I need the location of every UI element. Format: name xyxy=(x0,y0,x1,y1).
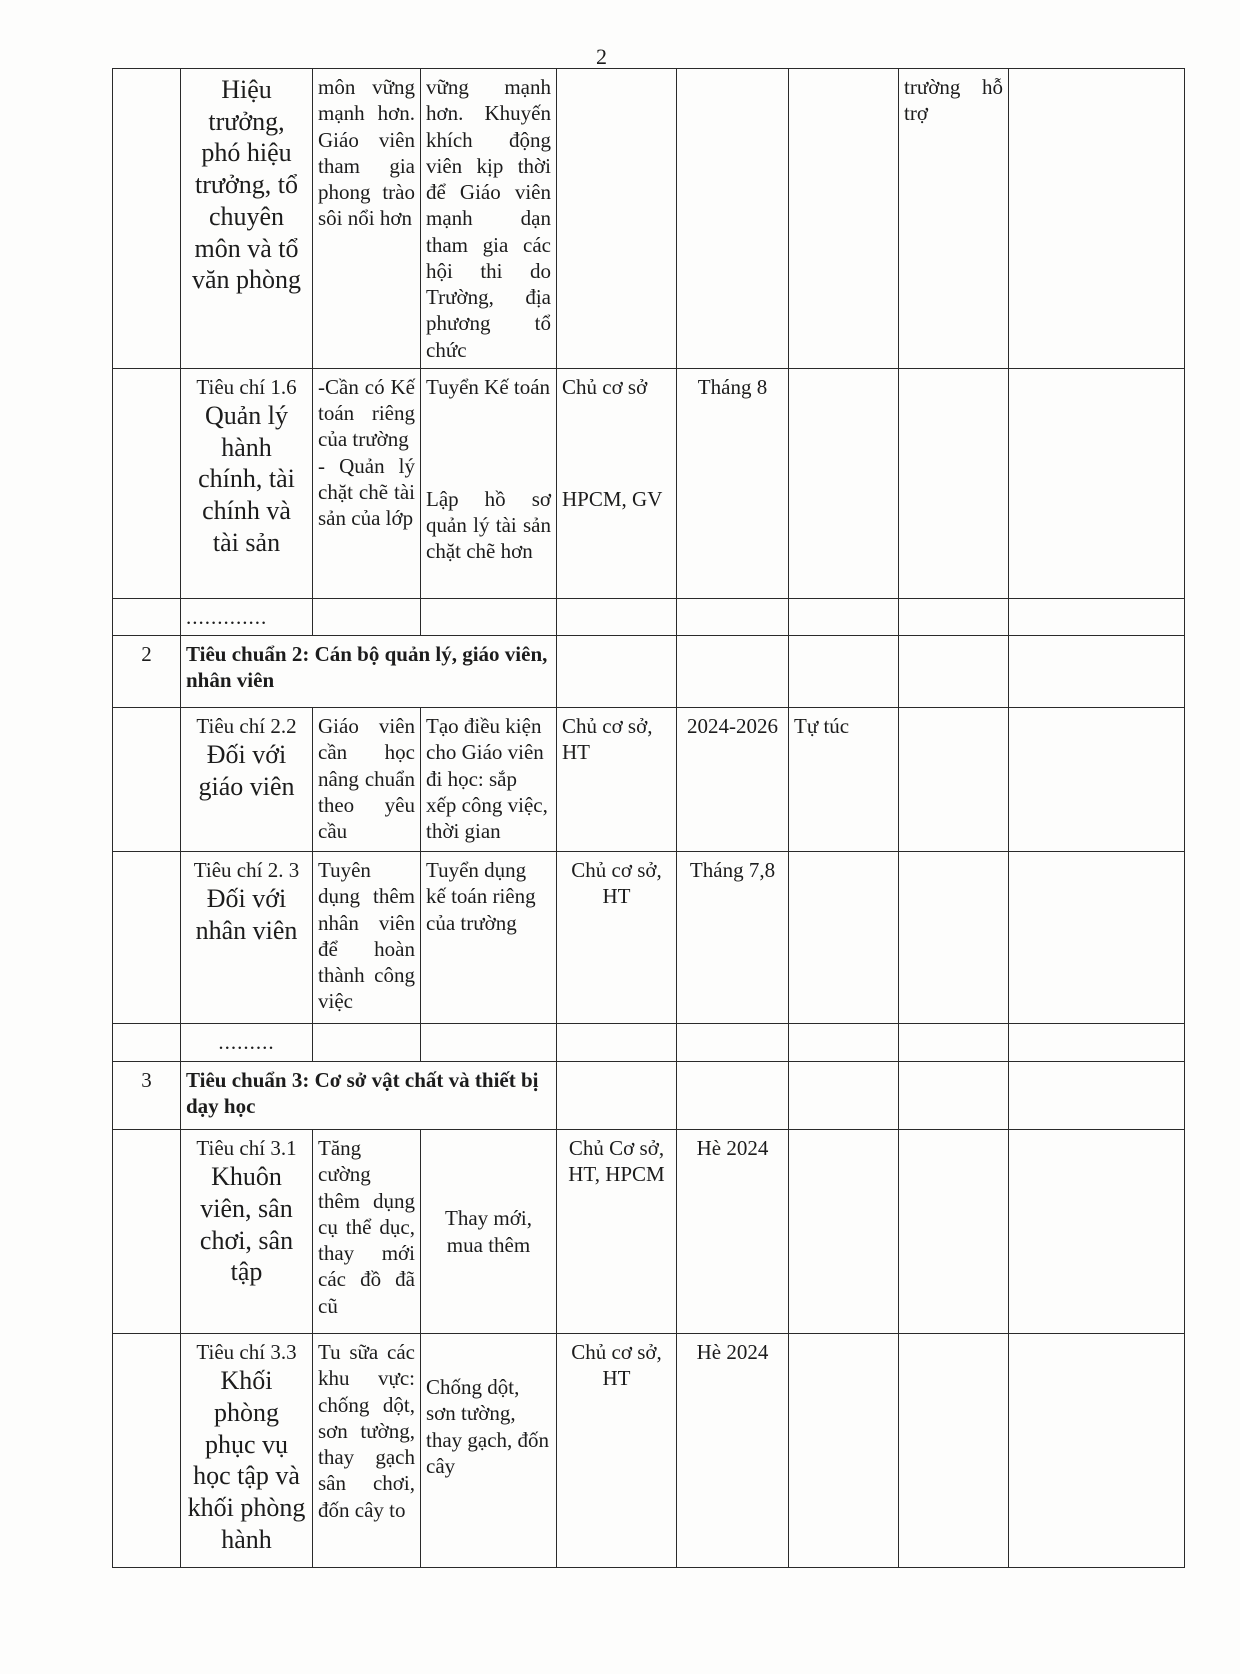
improvement-plan-table xyxy=(112,68,1185,1568)
cell-criterion xyxy=(181,852,313,1024)
cell-responsible xyxy=(557,636,677,708)
criterion-name: Khuôn viên, sân chơi, sân tập xyxy=(199,1162,294,1287)
cell-note xyxy=(1009,1130,1185,1334)
cell-time xyxy=(677,636,789,708)
cell-time: Tháng 7,8 xyxy=(677,852,789,1024)
cell-note xyxy=(1009,636,1185,708)
cell-criterion xyxy=(181,1334,313,1568)
criterion-name: Đối với giáo viên xyxy=(198,740,295,801)
standard-title: Tiêu chuẩn 3: Cơ sở vật chất và thiết bị dạy học xyxy=(181,1062,557,1130)
cell-responsible: Chủ cơ sở, HT xyxy=(557,708,677,852)
table-row xyxy=(113,708,1185,852)
cell-funding xyxy=(789,1062,899,1130)
cell-time: Hè 2024 xyxy=(677,1130,789,1334)
standard-title: Tiêu chuẩn 2: Cán bộ quản lý, giáo viên, nhân viên xyxy=(181,636,557,708)
cell-funding xyxy=(789,852,899,1024)
cell-note xyxy=(1009,69,1185,369)
criterion-name: Quản lý hành chính, tài chính và tài sản xyxy=(198,401,295,557)
cell-support xyxy=(899,1024,1009,1062)
cell-time: Tháng 8 xyxy=(677,368,789,598)
cell-criterion xyxy=(181,708,313,852)
criterion-code: Tiêu chí 1.6 xyxy=(196,374,297,399)
need-item: - Quản lý chặt chẽ tài sản của lớp xyxy=(318,453,415,530)
cell-time: Hè 2024 xyxy=(677,1334,789,1568)
table-row xyxy=(113,598,1185,635)
cell-need: Giáo viên cần học nâng chuẩn theo yêu cầu xyxy=(313,708,421,852)
cell-no xyxy=(113,598,181,635)
cell-support xyxy=(899,852,1009,1024)
cell-no xyxy=(113,368,181,598)
cell-action xyxy=(421,598,557,635)
cell-support xyxy=(899,708,1009,852)
criterion-name: Khối phòng phục vụ học tập và khối phòng hành xyxy=(187,1366,306,1554)
cell-need xyxy=(313,368,421,598)
cell-no xyxy=(113,69,181,369)
cell-action: Chống dột, sơn tường, thay gạch, đốn cây xyxy=(421,1334,557,1568)
cell-funding xyxy=(789,1024,899,1062)
table-row xyxy=(113,69,1185,369)
cell-no: 2 xyxy=(113,636,181,708)
cell-funding xyxy=(789,1334,899,1568)
cell-criterion xyxy=(181,1130,313,1334)
criterion-code: Tiêu chí 3.3 xyxy=(196,1340,297,1364)
cell-no xyxy=(113,1130,181,1334)
cell-action: Thay mới, mua thêm xyxy=(421,1130,557,1334)
cell-criterion xyxy=(181,69,313,369)
page-number: 2 xyxy=(596,44,607,69)
cell-note xyxy=(1009,368,1185,598)
cell-funding: Tự túc xyxy=(789,708,899,852)
criterion-code: Tiêu chí 3.1 xyxy=(196,1136,297,1160)
cell-note xyxy=(1009,1024,1185,1062)
table-row xyxy=(113,1062,1185,1130)
cell-need: môn vững mạnh hơn. Giáo viên tham gia phong trào sôi nổi hơn xyxy=(313,69,421,369)
cell-need xyxy=(313,1024,421,1062)
cell-responsible xyxy=(557,1024,677,1062)
cell-responsible: Chủ Cơ sở, HT, HPCM xyxy=(557,1130,677,1334)
cell-note xyxy=(1009,598,1185,635)
action-item: Tuyển Kế toán xyxy=(426,374,551,399)
cell-responsible xyxy=(557,598,677,635)
cell-funding xyxy=(789,368,899,598)
cell-need xyxy=(313,598,421,635)
cell-action xyxy=(421,1024,557,1062)
criterion-name: Hiệu trưởng, phó hiệu trưởng, tổ chuyên môn và tổ văn phòng xyxy=(191,75,302,295)
cell-support xyxy=(899,368,1009,598)
table-row xyxy=(113,1334,1185,1568)
cell-funding xyxy=(789,598,899,635)
cell-support xyxy=(899,598,1009,635)
cell-action: Tạo điều kiện cho Giáo viên đi học: sắp xếp công việc, thời gian xyxy=(421,708,557,852)
cell-time xyxy=(677,598,789,635)
cell-support xyxy=(899,1130,1009,1334)
cell-dots: ............. xyxy=(181,598,313,635)
cell-support xyxy=(899,636,1009,708)
action-item: Lập hồ sơ quản lý tài sản chặt chẽ hơn xyxy=(426,486,551,564)
cell-dots: ......... xyxy=(181,1024,313,1062)
cell-responsible xyxy=(557,1062,677,1130)
cell-funding xyxy=(789,636,899,708)
cell-time xyxy=(677,1024,789,1062)
cell-action: vững mạnh hơn. Khuyến khích động viên kịp thời để Giáo viên mạnh dạn tham gia các hội thi do Trường, địa phương tổ chức xyxy=(421,69,557,369)
cell-criterion xyxy=(181,368,313,598)
responsible-item: HPCM, GV xyxy=(562,486,663,511)
cell-no xyxy=(113,852,181,1024)
cell-need: Tuyên dụng thêm nhân viên để hoàn thành công việc xyxy=(313,852,421,1024)
responsible-item: Chủ cơ sở xyxy=(562,374,648,399)
cell-funding xyxy=(789,1130,899,1334)
cell-need: Tăng cường thêm dụng cụ thể dục, thay mới các đồ đã cũ xyxy=(313,1130,421,1334)
cell-time xyxy=(677,69,789,369)
cell-action: Tuyển dụng kế toán riêng của trường xyxy=(421,852,557,1024)
criterion-name: Đối với nhân viên xyxy=(195,884,298,945)
cell-time: 2024-2026 xyxy=(677,708,789,852)
table-row xyxy=(113,1130,1185,1334)
cell-responsible: Chủ cơ sở, HT xyxy=(557,1334,677,1568)
table-row xyxy=(113,1024,1185,1062)
cell-support xyxy=(899,1334,1009,1568)
need-item: -Cần có Kế toán riêng của trường xyxy=(318,374,415,452)
cell-note xyxy=(1009,708,1185,852)
cell-time xyxy=(677,1062,789,1130)
criterion-code: Tiêu chí 2.2 xyxy=(196,714,297,738)
cell-note xyxy=(1009,852,1185,1024)
criterion-code: Tiêu chí 2. 3 xyxy=(193,858,300,882)
cell-no xyxy=(113,1334,181,1568)
table-row xyxy=(113,368,1185,598)
cell-note xyxy=(1009,1334,1185,1568)
cell-no: 3 xyxy=(113,1062,181,1130)
cell-note xyxy=(1009,1062,1185,1130)
cell-no xyxy=(113,708,181,852)
cell-action xyxy=(421,368,557,598)
cell-need: Tu sữa các khu vực: chống dột, sơn tường, thay gạch sân chơi, đốn cây to xyxy=(313,1334,421,1568)
cell-no xyxy=(113,1024,181,1062)
table-row xyxy=(113,852,1185,1024)
cell-responsible xyxy=(557,69,677,369)
cell-responsible: Chủ cơ sở, HT xyxy=(557,852,677,1024)
cell-responsible xyxy=(557,368,677,598)
cell-support xyxy=(899,1062,1009,1130)
cell-funding xyxy=(789,69,899,369)
table-row xyxy=(113,636,1185,708)
cell-support: trường hỗ trợ xyxy=(899,69,1009,369)
